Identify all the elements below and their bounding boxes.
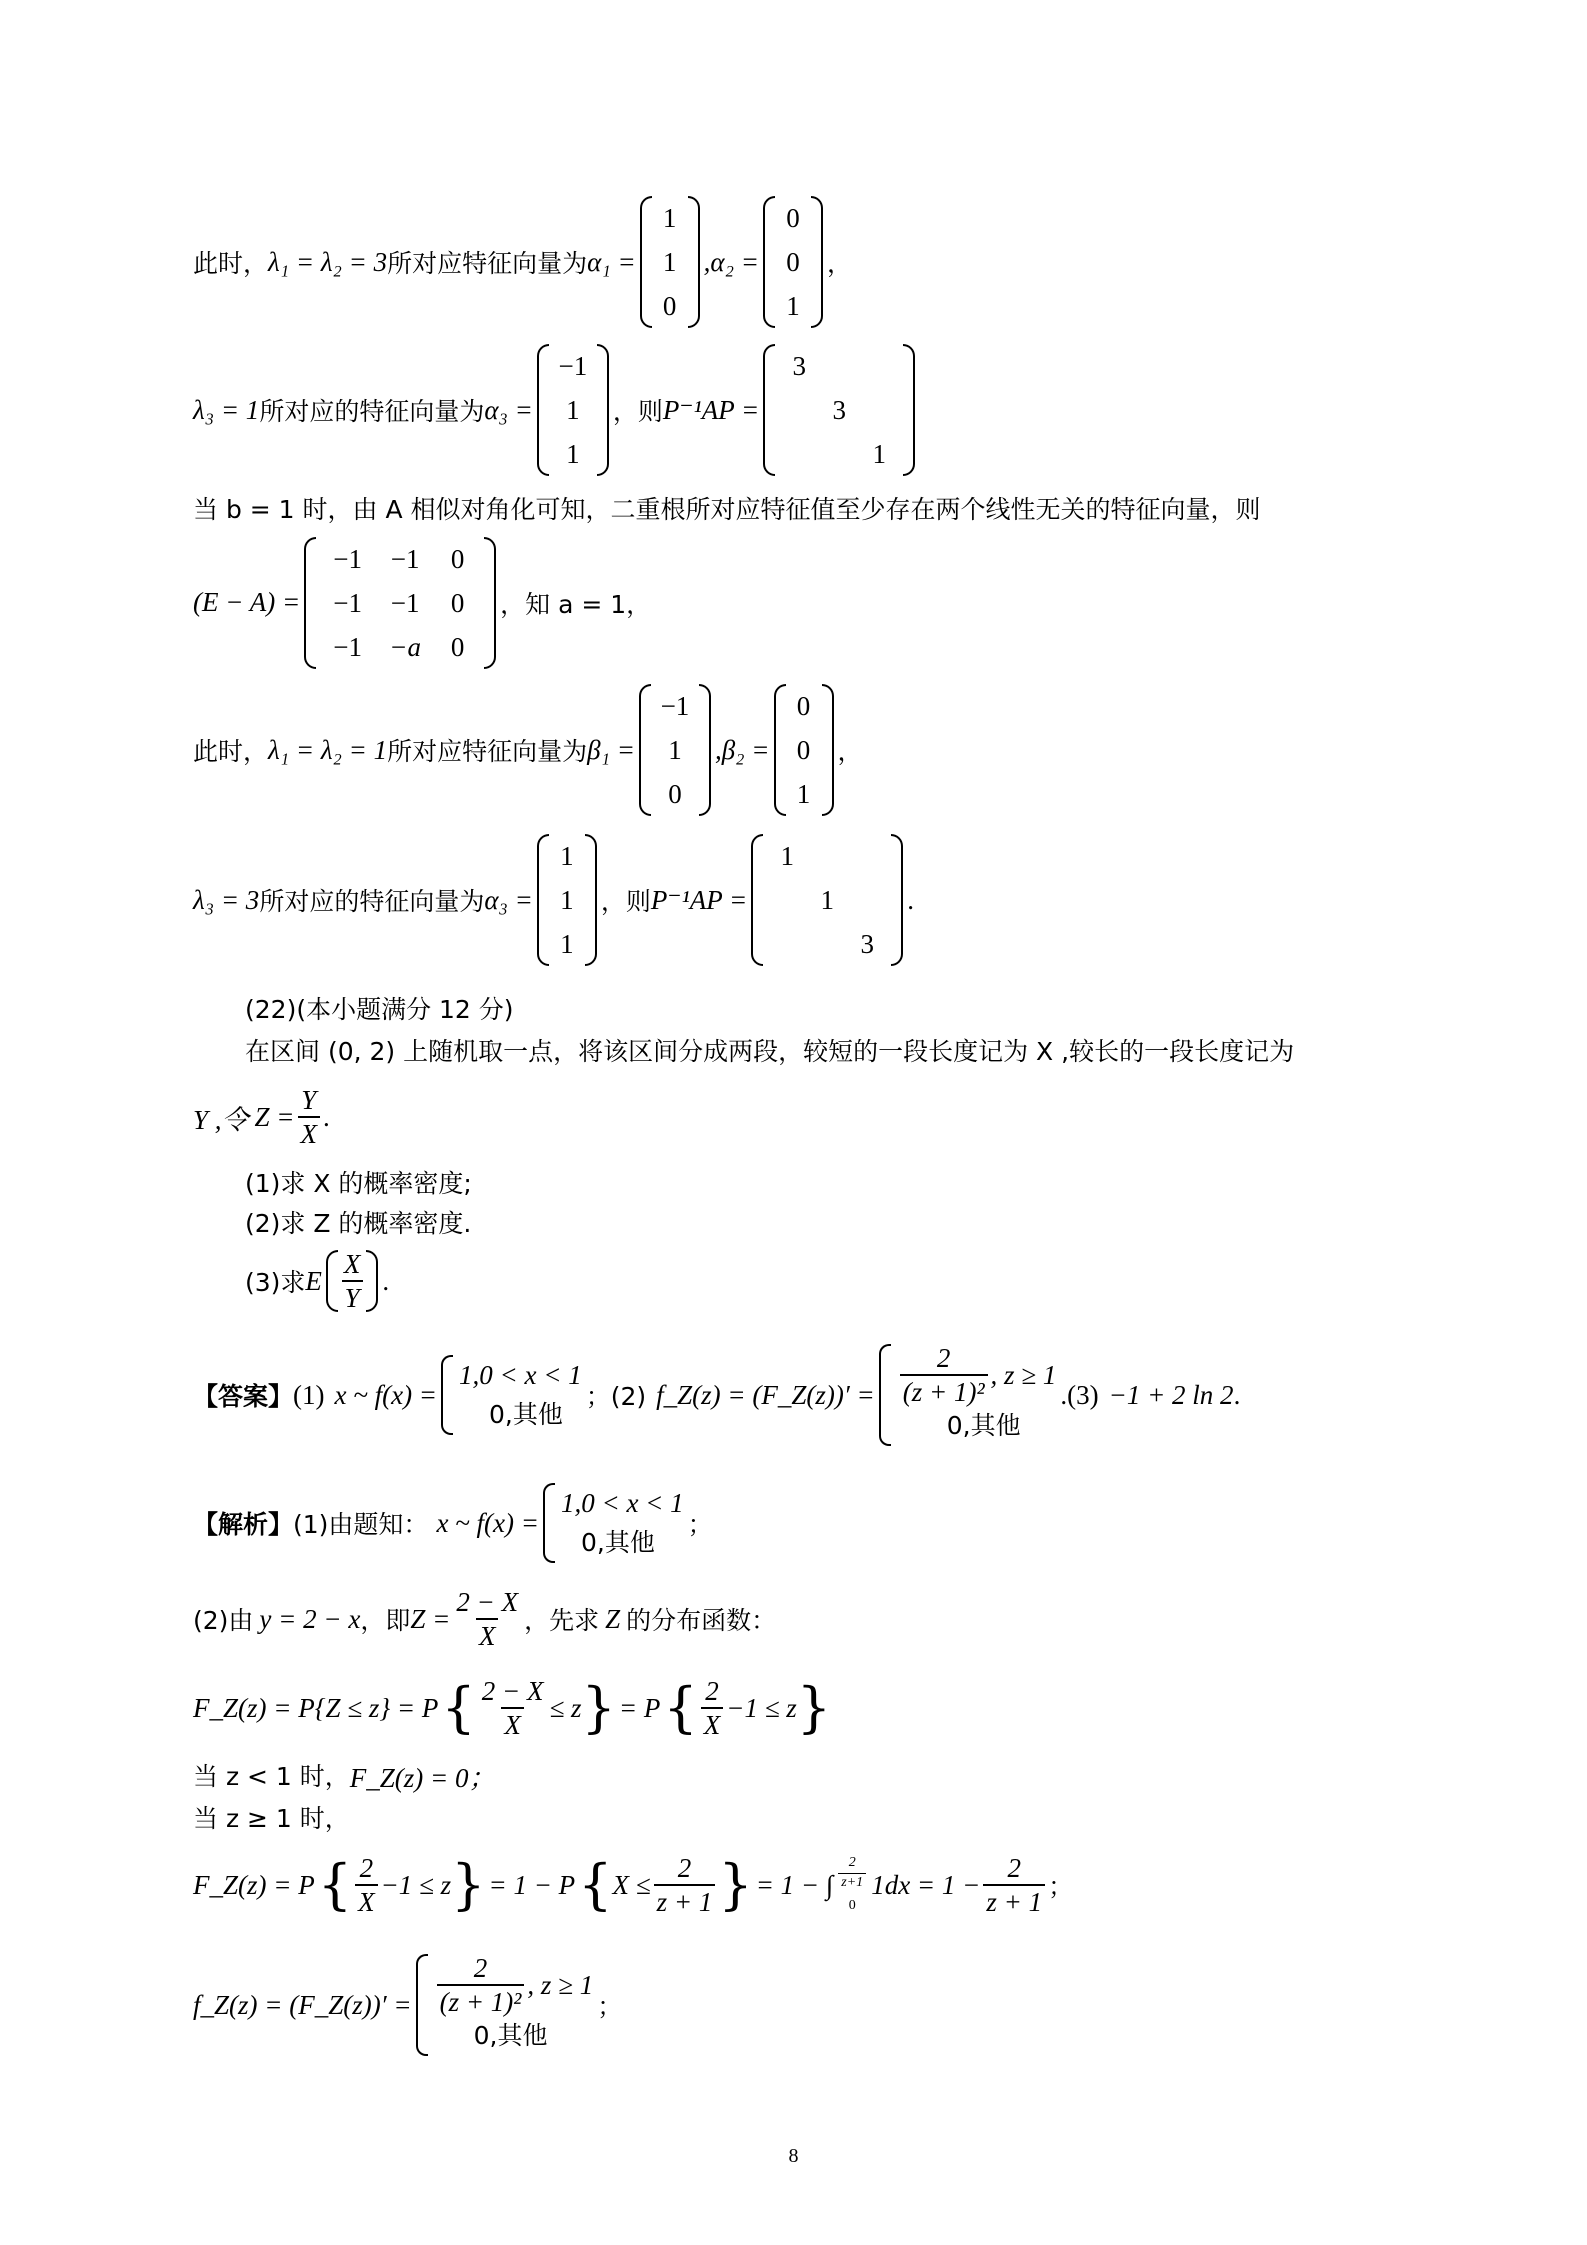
- fraction-y-over-x: $\frac{Y}{X}$: [298, 1086, 321, 1149]
- page-number: 8: [788, 2145, 799, 2167]
- solution-line-2: (2)由 y = 2 − x ，即 Z = $\frac{2 - X}{X}$ ，先求 Z 的分布函数：: [193, 1586, 777, 1651]
- cdf-ge-line: F_Z(z) = P { $\frac{2}{X}$ −1 ≤ z } = 1 − P { X ≤ $\frac{2}{z + 1}$ } = 1 − ∫ $\frac{2}{z+1}$ 0 1dx = 1 − $\frac{2}{z + 1}$ ；: [193, 1852, 1074, 1917]
- eigen-line-1: 此时， λ₁ = λ₂ = 3 所对应特征向量为 α₁ = 1 1 0 ,α₂ = 0 0 1 ，: [193, 197, 852, 327]
- eigen-line-2: λ₃ = 1 所对应的特征向量为 α₃ = −1 1 1 ，则 P⁻¹AP = 3 3 1: [193, 345, 919, 475]
- piecewise-fx: 1,0 < x < 1 0,其他: [441, 1355, 582, 1435]
- vector-alpha3-b: 1 1 1: [537, 834, 597, 966]
- eigen-line-3: 此时， λ₁ = λ₂ = 1 所对应特征向量为 β₁ = −1 1 0 ,β₂ = 0 0 1 ，: [193, 685, 863, 815]
- piecewise-fz-answer: $\frac{2}{\text{(z + 1)²}}$ , z ≥ 1 0,其他: [879, 1344, 1057, 1447]
- lambda3: λ₃ = 1: [193, 394, 260, 425]
- case-z-ge-1: 当 z ≥ 1 时，: [193, 1804, 350, 1833]
- fraction-x-over-y: $\frac{X}{Y}$: [341, 1250, 364, 1313]
- lambda-eq: λ₁ = λ₂ = 3: [268, 246, 388, 277]
- alpha2-label: ,α₂ =: [703, 246, 759, 277]
- matrix-e-minus-a: −1 −1 0 −1 −1 0 −1 −a 0: [304, 537, 496, 669]
- vector-alpha3: −1 1 1: [537, 344, 609, 476]
- diag-matrix-1: 3 3 1: [763, 344, 915, 476]
- solution-line-1: 【解析】 (1)由题知： x ~ f(x) = 1,0 < x < 1 0,其他 ；: [193, 1478, 713, 1568]
- q22-part2: (2)求 Z 的概率密度.: [245, 1209, 472, 1238]
- cdf-line: F_Z(z) = P{Z ≤ z} = P { $\frac{2 - X}{X}$ ≤ z } = P { $\frac{2}{X}$ −1 ≤ z }: [193, 1675, 832, 1740]
- integral-limits: $\frac{2}{z+1}$ 0: [835, 1856, 869, 1914]
- answer-line: 【答案】 (1) x ~ f(x) = 1,0 < x < 1 0,其他 ；(2) f_Z(z) = (F_Z(z))′ = $\frac{2}{\text{(z + 1)²}}$ , z ≥ 1 0,其他 .(3) −1 + 2 ln 2 .: [193, 1330, 1240, 1460]
- pdf-line: f_Z(z) = (F_Z(z))′ = $\frac{2}{\text{(z + 1)²}}$ , z ≥ 1 0,其他 ；: [193, 1940, 622, 2070]
- matrix-e-a-line: (E − A) = −1 −1 0 −1 −1 0 −1 −a 0 ，知 a = 1，: [193, 535, 651, 670]
- vector-alpha1: 1 1 0: [640, 196, 700, 328]
- piecewise-fz-solution: $\frac{2}{\text{(z + 1)²}}$ , z ≥ 1 0,其他: [416, 1954, 594, 2057]
- q22-part1: (1)求 X 的概率密度;: [245, 1169, 472, 1198]
- text: 所对应特征向量为: [387, 249, 588, 278]
- text-line-b1: 当 b = 1 时，由 A 相似对角化可知，二重根所对应特征值至少存在两个线性无关的特征向量，则: [193, 495, 1261, 524]
- case-z-lt-1: 当 z < 1 时， F_Z(z) = 0；: [193, 1762, 496, 1793]
- vector-beta1: −1 1 0: [639, 684, 711, 816]
- vector-alpha2: 0 0 1: [763, 196, 823, 328]
- vector-beta2: 0 0 1: [774, 684, 834, 816]
- q22-part3: (3)求 E $\frac{X}{Y}$ .: [245, 1248, 390, 1313]
- text-lead: 此时，: [193, 249, 269, 278]
- q22-stem2: Y ,令 Z = $\frac{Y}{X}$ .: [193, 1084, 330, 1149]
- alpha1-label: α₁ =: [587, 246, 636, 277]
- q22-stem: 在区间 (0, 2) 上随机取一点，将该区间分成两段，较短的一段长度记为 X ,较长的一段长度记为: [245, 1037, 1295, 1066]
- piecewise-fx-solution: 1,0 < x < 1 0,其他: [543, 1483, 684, 1563]
- q22-title: (22)(本小题满分 12 分): [245, 995, 514, 1024]
- eigen-line-4: λ₃ = 3 所对应的特征向量为 α₃ = 1 1 1 ，则 P⁻¹AP = 1 1 3 .: [193, 835, 914, 965]
- diag-matrix-2: 1 1 3: [751, 834, 903, 966]
